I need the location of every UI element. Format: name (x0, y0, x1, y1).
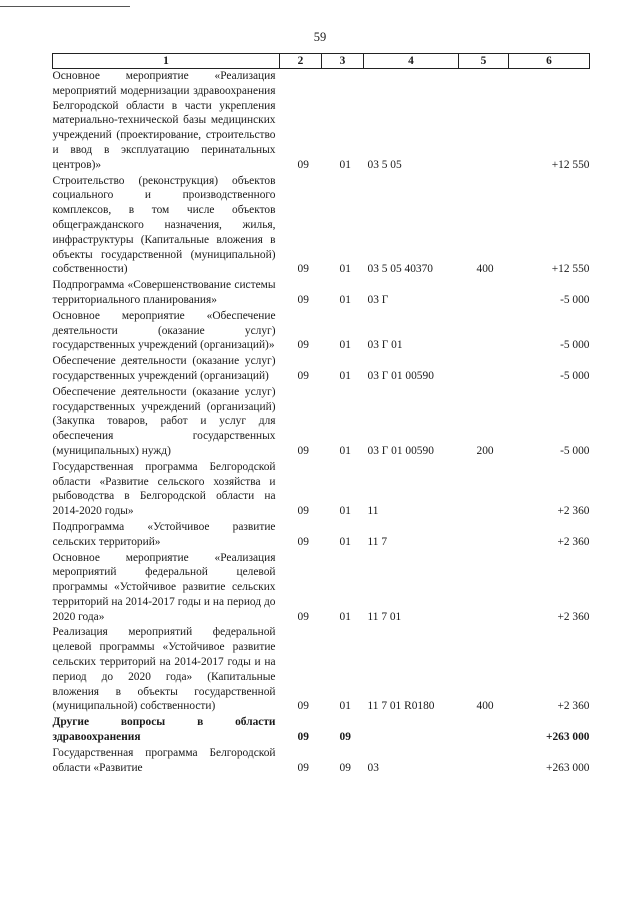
table-row (53, 715, 590, 746)
row-amount: -5 000 (560, 339, 590, 352)
row-amount: +2 360 (557, 610, 590, 623)
table-row (53, 746, 590, 777)
row-description: Подпрограмма «Устойчивое развитие сельских территорий» (52, 520, 276, 548)
col-header-6: 6 (509, 54, 590, 69)
row-expense-type (459, 69, 509, 174)
row-description: Основное мероприятие «Обеспечение деятельности (оказание услуг) государственных учреждений (организаций)» (52, 309, 276, 352)
row-target-article: 11 7 01 (367, 610, 402, 623)
top-rule (0, 6, 130, 7)
row-target-article: 03 (367, 761, 379, 774)
row-section: 09 (297, 369, 309, 382)
row-expense-type (459, 551, 509, 626)
row-target-article: 03 Г 01 00590 (367, 444, 434, 457)
row-section: 09 (297, 158, 309, 171)
row-target-article: 03 Г 01 00590 (367, 369, 434, 382)
row-description: Основное мероприятие «Реализация мероприятий федеральной целевой программы «Устойчивое развитие сельских территорий на 2014-2017 годы и на период до 2020 года» (52, 551, 276, 623)
row-amount: +2 360 (557, 535, 590, 548)
table-row (53, 278, 590, 309)
row-description: Государственная программа Белгородской области «Развитие сельского хозяйства и рыбоводства в Белгородской области на 2014-2020 годы» (52, 460, 276, 518)
row-subsection: 09 (339, 761, 351, 774)
row-subsection: 01 (339, 339, 351, 352)
row-description: Основное мероприятие «Реализация мероприятий модернизации здравоохранения Белгородской области в части укрепления материально-технической базы медицинских учреждений (проектирование, строительство и ввод в эксплуатацию перинатальных центров)» (52, 70, 276, 171)
row-description: Подпрограмма «Совершенствование системы территориального планирования» (52, 279, 276, 306)
col-header-3: 3 (322, 54, 364, 69)
row-target-article: 11 (367, 505, 379, 518)
row-section: 09 (297, 339, 309, 352)
row-expense-type (459, 520, 509, 551)
row-subsection: 01 (339, 610, 351, 623)
row-expense-type (459, 460, 509, 520)
row-subsection: 01 (339, 369, 351, 382)
row-expense-type: 200 (476, 444, 494, 457)
row-target-article: 03 5 05 (367, 158, 402, 171)
row-description: Реализация мероприятий федеральной целевой программы «Устойчивое развитие сельских территорий на 2014-2017 годы и на период до 2020 года» (Капитальные вложения в объекты государственной (муниципальной) собственности) (52, 626, 276, 713)
row-expense-type (459, 715, 509, 746)
row-section: 09 (297, 535, 309, 548)
row-subsection: 01 (339, 444, 351, 457)
row-description: Обеспечение деятельности (оказание услуг) государственных учреждений (организаций) (Закупка товаров, работ и услуг для обеспечения государственных (муниципальных) нужд) (52, 385, 276, 457)
row-expense-type: 400 (476, 700, 494, 713)
row-target-article: 11 7 (367, 535, 388, 548)
row-subsection: 01 (339, 505, 351, 518)
row-section: 09 (297, 263, 309, 276)
row-section: 09 (297, 293, 309, 306)
row-target-article: 11 7 01 R0180 (367, 700, 435, 713)
row-expense-type: 400 (476, 263, 494, 276)
row-amount: +2 360 (557, 505, 590, 518)
table-row (53, 309, 590, 354)
row-subsection: 01 (339, 700, 351, 713)
table-row (53, 460, 590, 520)
col-header-1: 1 (53, 54, 280, 69)
row-subsection: 01 (339, 293, 351, 306)
col-header-4: 4 (364, 54, 459, 69)
row-expense-type (459, 278, 509, 309)
row-amount: +2 360 (557, 700, 590, 713)
row-expense-type (459, 354, 509, 385)
row-section: 09 (297, 444, 309, 457)
row-target-article: 03 Г (367, 293, 389, 306)
table-row (53, 69, 590, 174)
table-row (53, 174, 590, 279)
row-description: Обеспечение деятельности (оказание услуг) государственных учреждений (организаций) (52, 355, 276, 382)
row-expense-type (459, 309, 509, 354)
table-row (53, 551, 590, 626)
row-section: 09 (297, 761, 309, 774)
row-amount: -5 000 (560, 444, 590, 457)
row-section: 09 (297, 700, 309, 713)
row-description: Другие вопросы в области здравоохранения (52, 716, 276, 744)
row-subsection: 01 (339, 535, 351, 548)
table-row (53, 520, 590, 551)
row-amount: -5 000 (560, 369, 590, 382)
row-description: Государственная программа Белгородской области «Развитие (52, 746, 276, 774)
row-expense-type (459, 746, 509, 777)
row-section: 09 (297, 505, 309, 518)
table-row (53, 385, 590, 460)
row-target-article (364, 715, 459, 746)
row-target-article: 03 5 05 40370 (367, 263, 433, 276)
col-header-2: 2 (280, 54, 322, 69)
budget-table (52, 53, 590, 776)
page-number: 59 (313, 30, 327, 44)
row-amount: +263 000 (546, 761, 590, 774)
table-row (53, 354, 590, 385)
row-amount: +263 000 (545, 731, 590, 744)
row-subsection: 01 (339, 263, 351, 276)
row-section: 09 (297, 610, 309, 623)
row-amount: -5 000 (560, 293, 590, 306)
row-subsection: 01 (339, 158, 351, 171)
table-row (53, 625, 590, 715)
row-amount: +12 550 (551, 263, 590, 276)
row-subsection: 09 (339, 731, 351, 744)
row-amount: +12 550 (551, 158, 590, 171)
row-target-article: 03 Г 01 (367, 339, 403, 352)
col-header-5: 5 (459, 54, 509, 69)
header-row (53, 54, 590, 69)
row-section: 09 (297, 731, 309, 744)
row-description: Строительство (реконструкция) объектов социального и производственного комплексов, в том числе объектов общегражданского назначения, жилья, инфраструктуры (Капитальные вложения в объекты государственной (муниципальной) собственности) (52, 174, 276, 276)
